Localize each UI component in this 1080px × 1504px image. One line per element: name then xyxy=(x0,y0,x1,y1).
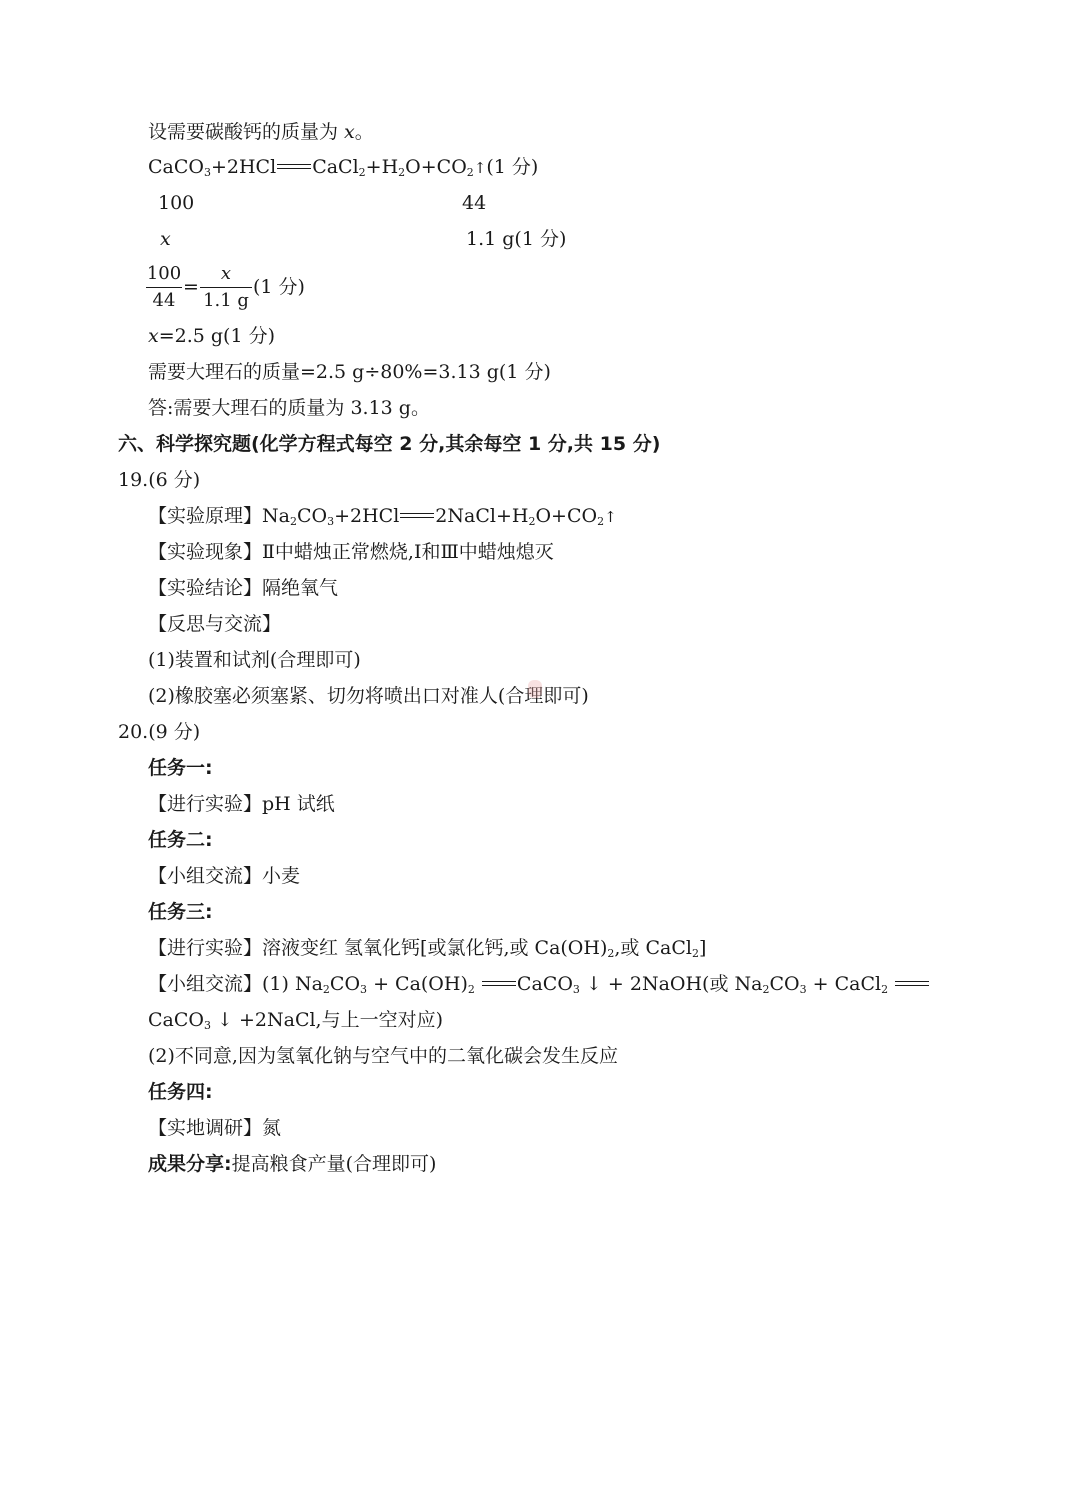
calc-answer: 答:需要大理石的质量为 3.13 g。 xyxy=(148,397,430,419)
ratio-score: (1 分) xyxy=(253,276,305,298)
molar-mass-left: 100 xyxy=(158,192,195,214)
pink-smudge xyxy=(528,680,542,698)
task1-heading: 任务一: xyxy=(148,757,213,779)
q20-heading: 20.(9 分) xyxy=(118,721,201,743)
gas-up-arrow-icon: ↑ xyxy=(473,159,487,177)
task3-communication: 【小组交流】(1) $Na_2CO_3 + Ca(OH)_2$ CaCO$_3$ ↓ + 2NaOH(或 $Na_2CO_3$ + CaCl$_2$ xyxy=(148,972,930,1002)
q19-heading: 19.(6 分) xyxy=(118,469,201,491)
section-heading: 六、科学探究题(化学方程式每空 2 分,其余每空 1 分,共 15 分) xyxy=(118,433,661,455)
q19-reflect: 【反思与交流】 xyxy=(148,613,282,635)
q19-phenomenon: 【实验现象】Ⅱ中蜡烛正常燃烧,Ⅰ和Ⅲ中蜡烛熄灭 xyxy=(148,541,554,563)
double-line-equals xyxy=(482,981,516,986)
marble-mass-calc: 需要大理石的质量=2.5 g÷80%=3.13 g(1 分) xyxy=(148,361,551,383)
ratio-equals: = xyxy=(183,276,199,298)
let-statement: 设需要碳酸钙的质量为 x。 xyxy=(148,121,374,143)
result-sharing: 成果分享:提高粮食产量(合理即可) xyxy=(148,1153,437,1175)
task2-heading: 任务二: xyxy=(148,829,213,851)
task2-communication: 【小组交流】小麦 xyxy=(148,865,301,887)
known-mass-right: 1.1 g(1 分) xyxy=(466,228,567,250)
task1-experiment: 【进行实验】pH 试纸 xyxy=(148,793,335,815)
double-line-equals xyxy=(277,164,311,169)
task3-experiment: 【进行实验】溶液变红 氢氧化钙[或氯化钙,或 $Ca(OH)_2$,或 CaCl$_2$] xyxy=(148,937,707,960)
task3-reflect-2: (2)不同意,因为氢氧化钠与空气中的二氧化碳会发生反应 xyxy=(148,1045,618,1067)
double-line-equals xyxy=(400,513,434,518)
q19-reflect-2: (2)橡胶塞必须塞紧、切勿将喷出口对准人(合理即可) xyxy=(148,685,589,707)
gas-up-arrow-icon: ↑ xyxy=(604,508,617,526)
q19-reflect-1: (1)装置和试剂(合理即可) xyxy=(148,649,361,671)
task4-heading: 任务四: xyxy=(148,1081,213,1103)
task3-heading: 任务三: xyxy=(148,901,213,923)
task4-field-research: 【实地调研】氮 xyxy=(148,1117,282,1139)
task3-communication-cont: CaCO$_3$ ↓ +2NaCl,与上一空对应) xyxy=(148,1009,444,1032)
molar-mass-right: 44 xyxy=(462,192,487,214)
reaction-equation: CaCO$_3$+2HCl $CaCl_2+H_2O+CO_2↑(1$ 分) xyxy=(148,156,539,179)
x-result: x=2.5 g(1 分) xyxy=(148,325,276,347)
q19-conclusion: 【实验结论】隔绝氧气 xyxy=(148,577,339,599)
q19-principle: 【实验原理】$Na_2CO_3+2HCl$ $2NaCl+H_2O+CO_2↑$ xyxy=(148,505,617,528)
unknown-mass-left: x xyxy=(160,228,171,250)
double-line-equals xyxy=(895,981,929,986)
